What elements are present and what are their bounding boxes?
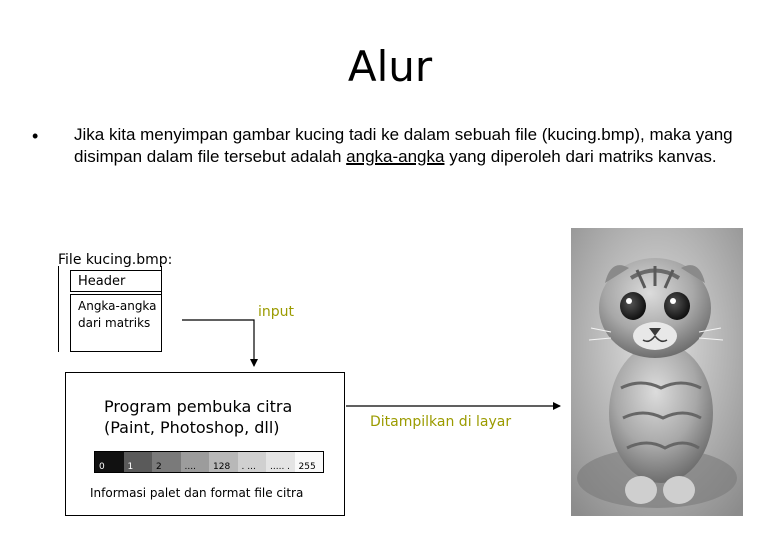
program-label: [104, 396, 292, 438]
palette-cell-label: . ...: [241, 462, 256, 472]
palette-cell: [266, 452, 295, 472]
palette-cell: [238, 452, 267, 472]
palette-cell: [152, 452, 181, 472]
display-label: Ditampilkan di layar: [370, 414, 512, 430]
palette-cell-label: ....: [184, 462, 196, 472]
kitten-photo: [571, 228, 743, 516]
palette-cell-label: 0: [99, 462, 105, 472]
palette-cell: [124, 452, 153, 472]
palette-strip: [94, 451, 324, 473]
paragraph-underlined-text: angka-angka: [346, 147, 445, 166]
palette-cell-label: 128: [213, 462, 231, 472]
palette-cell-label: ..... .: [270, 462, 291, 472]
file-label: File kucing.bmp:: [58, 252, 173, 268]
program-label-line2: (Paint, Photoshop, dll): [104, 418, 280, 437]
palette-cell-label: 255: [298, 462, 316, 472]
bullet-marker: •: [32, 126, 39, 146]
input-label: input: [258, 304, 295, 320]
file-data-label: Angka-angka dari matriks: [78, 299, 157, 330]
palette-cell: [295, 452, 324, 472]
slide-title: Alur: [347, 42, 433, 91]
palette-caption: Informasi palet dan format file citra: [90, 486, 304, 500]
input-arrow: [182, 320, 254, 366]
paragraph-text-start: Jika kita menyimpan gambar kucing tadi ke dalam sebuah file (kucing.bmp), maka yang disimpan dalam file tersebut adalah: [74, 125, 733, 166]
palette-cell: [209, 452, 238, 472]
palette-cell: [95, 452, 124, 472]
program-label-line1: Program pembuka citra: [104, 397, 293, 416]
palette-cell-label: 2: [156, 462, 162, 472]
palette-cell: [181, 452, 210, 472]
file-header-label: Header: [78, 274, 126, 289]
paragraph-text-end: yang diperoleh dari matriks kanvas.: [444, 147, 717, 166]
palette-cell-label: 1: [127, 462, 134, 472]
